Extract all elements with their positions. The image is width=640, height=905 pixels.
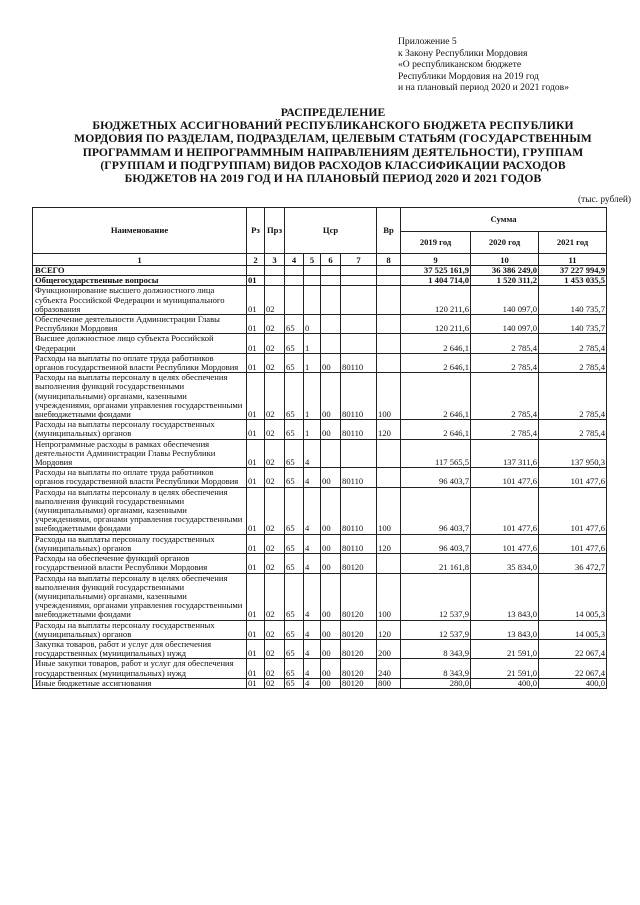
row-vr: [377, 353, 401, 372]
row-2020: 101 477,6: [471, 468, 539, 487]
row-2020: 140 097,0: [471, 286, 539, 315]
row-prz: 02: [265, 639, 285, 658]
row-2021: 140 735,7: [539, 286, 607, 315]
row-csr-2: 4: [304, 439, 321, 468]
row-name: Высшее должностное лицо субъекта Российской Федерации: [33, 334, 247, 353]
colnum-cell: 3: [265, 254, 285, 266]
row-2021: 36 472,7: [539, 554, 607, 573]
row-csr-1: 65: [285, 620, 304, 639]
table-row: [33, 659, 607, 678]
row-vr: 100: [377, 373, 401, 420]
row-rz: 01: [247, 639, 265, 658]
row-2021: 2 785,4: [539, 334, 607, 353]
row-csr-2: 4: [304, 468, 321, 487]
row-csr-4: 80120: [341, 639, 377, 658]
row-csr-3: [321, 315, 341, 334]
row-csr-2: 4: [304, 487, 321, 534]
row-vr: [377, 468, 401, 487]
row-name: Расходы на выплаты персоналу в целях обеспечения выполнения функций государственными (муниципальными) органами, казенными учреждениями, органами управления государственными внебюджетными фондами: [33, 573, 247, 620]
row-vr: 800: [377, 678, 401, 688]
row-csr-3: 00: [321, 639, 341, 658]
row-vr: 120: [377, 420, 401, 439]
row-2019: 8 343,9: [401, 659, 471, 678]
row-rz: 01: [247, 678, 265, 688]
row-2020: 101 477,6: [471, 534, 539, 553]
row-prz: 02: [265, 286, 285, 315]
row-name: Расходы на выплаты по оплате труда работников органов государственной власти Республики Мордовия: [33, 353, 247, 372]
header-csr: Цср: [285, 208, 377, 254]
row-csr-2: 1: [304, 334, 321, 353]
title-line: БЮДЖЕТОВ НА 2019 ГОД И НА ПЛАНОВЫЙ ПЕРИОД 2020 И 2021 ГОДОВ: [124, 172, 542, 186]
budget-table: [32, 207, 607, 689]
table-row: [33, 678, 607, 688]
row-csr-1: 65: [285, 554, 304, 573]
row-csr-3: 00: [321, 468, 341, 487]
row-name: Расходы на выплаты персоналу государственных (муниципальных) органов: [33, 534, 247, 553]
row-rz: 01: [247, 620, 265, 639]
table-row: [33, 468, 607, 487]
row-2019: 120 211,6: [401, 315, 471, 334]
row-csr-4: [341, 266, 377, 276]
row-csr-3: 00: [321, 678, 341, 688]
row-vr: [377, 554, 401, 573]
row-2021: 2 785,4: [539, 353, 607, 372]
row-prz: 02: [265, 573, 285, 620]
row-rz: 01: [247, 286, 265, 315]
colnum-cell: 10: [471, 254, 539, 266]
row-2020: 2 785,4: [471, 334, 539, 353]
row-csr-1: 65: [285, 439, 304, 468]
colnum-cell: 5: [304, 254, 321, 266]
row-csr-4: [341, 439, 377, 468]
row-name: Расходы на выплаты персоналу в целях обеспечения выполнения функций государственными (муниципальными) органами, казенными учреждениями, органами управления государственными внебюджетными фондами: [33, 487, 247, 534]
row-prz: 02: [265, 620, 285, 639]
row-vr: 200: [377, 639, 401, 658]
header-vr: Вр: [377, 208, 401, 254]
table-row: [33, 334, 607, 353]
row-csr-4: 80120: [341, 659, 377, 678]
row-vr: 100: [377, 487, 401, 534]
row-2021: 22 067,4: [539, 659, 607, 678]
row-csr-2: 4: [304, 639, 321, 658]
row-2020: 2 785,4: [471, 420, 539, 439]
row-2021: 14 005,3: [539, 573, 607, 620]
colnum-cell: 2: [247, 254, 265, 266]
row-rz: 01: [247, 659, 265, 678]
row-2020: 35 834,0: [471, 554, 539, 573]
row-2019: 37 525 161,9: [401, 266, 471, 276]
row-2019: 280,0: [401, 678, 471, 688]
row-rz: 01: [247, 439, 265, 468]
row-prz: 02: [265, 439, 285, 468]
row-rz: 01: [247, 315, 265, 334]
header-2020: 2020 год: [471, 232, 539, 254]
row-vr: 100: [377, 573, 401, 620]
row-2020: 1 520 311,2: [471, 276, 539, 286]
row-2019: 117 565,5: [401, 439, 471, 468]
document-title: [30, 106, 636, 185]
row-name: Общегосударственные вопросы: [33, 276, 247, 286]
row-prz: 02: [265, 373, 285, 420]
colnum-cell: 1: [33, 254, 247, 266]
row-rz: 01: [247, 573, 265, 620]
colnum-cell: 6: [321, 254, 341, 266]
row-2019: 96 403,7: [401, 487, 471, 534]
row-csr-1: 65: [285, 659, 304, 678]
row-name: ВСЕГО: [33, 266, 247, 276]
row-prz: 02: [265, 659, 285, 678]
row-rz: 01: [247, 334, 265, 353]
row-csr-3: 00: [321, 353, 341, 372]
row-csr-2: 1: [304, 420, 321, 439]
row-rz: 01: [247, 276, 265, 286]
row-2019: 2 646,1: [401, 420, 471, 439]
table-row: [33, 373, 607, 420]
row-csr-1: 65: [285, 534, 304, 553]
row-csr-4: 80110: [341, 534, 377, 553]
row-prz: 02: [265, 678, 285, 688]
row-2021: 37 227 994,9: [539, 266, 607, 276]
row-2020: 21 591,0: [471, 639, 539, 658]
row-csr-4: [341, 315, 377, 334]
row-vr: [377, 266, 401, 276]
row-csr-2: [304, 266, 321, 276]
row-2021: 140 735,7: [539, 315, 607, 334]
row-prz: 02: [265, 487, 285, 534]
column-numbers-row: [33, 254, 607, 266]
row-2020: 2 785,4: [471, 373, 539, 420]
row-2019: 2 646,1: [401, 373, 471, 420]
row-2019: 96 403,7: [401, 534, 471, 553]
row-2020: 137 311,6: [471, 439, 539, 468]
row-2019: 96 403,7: [401, 468, 471, 487]
table-row: [33, 266, 607, 276]
row-csr-1: [285, 266, 304, 276]
appendix-line: и на плановый период 2020 и 2021 годов»: [398, 82, 569, 94]
row-name: Расходы на выплаты персоналу в целях обеспечения выполнения функций государственными (муниципальными) органами, казенными учреждениями, органами управления государственными внебюджетными фондами: [33, 373, 247, 420]
row-2020: 13 843,0: [471, 620, 539, 639]
row-vr: 120: [377, 534, 401, 553]
colnum-cell: 11: [539, 254, 607, 266]
row-csr-3: [321, 334, 341, 353]
table-row: [33, 487, 607, 534]
row-2019: 120 211,6: [401, 286, 471, 315]
row-csr-4: 80110: [341, 468, 377, 487]
row-2019: 2 646,1: [401, 353, 471, 372]
row-2019: 2 646,1: [401, 334, 471, 353]
row-2021: 400,0: [539, 678, 607, 688]
row-rz: 01: [247, 534, 265, 553]
row-csr-3: 00: [321, 573, 341, 620]
row-csr-3: 00: [321, 487, 341, 534]
row-csr-1: 65: [285, 334, 304, 353]
appendix-note: [398, 36, 634, 94]
row-2019: 8 343,9: [401, 639, 471, 658]
row-2021: 101 477,6: [539, 487, 607, 534]
row-csr-4: [341, 276, 377, 286]
row-csr-1: 65: [285, 420, 304, 439]
row-csr-2: [304, 276, 321, 286]
table-row: [33, 315, 607, 334]
row-prz: 02: [265, 468, 285, 487]
row-csr-4: 80110: [341, 420, 377, 439]
appendix-line: к Закону Республики Мордовия: [398, 47, 528, 59]
row-2020: 140 097,0: [471, 315, 539, 334]
row-csr-3: [321, 286, 341, 315]
title-line: БЮДЖЕТНЫХ АССИГНОВАНИЙ РЕСПУБЛИКАНСКОГО БЮДЖЕТА РЕСПУБЛИКИ: [92, 119, 574, 133]
row-rz: 01: [247, 420, 265, 439]
row-vr: 120: [377, 620, 401, 639]
row-2019: 12 537,9: [401, 573, 471, 620]
row-vr: [377, 286, 401, 315]
colnum-cell: 4: [285, 254, 304, 266]
table-row: [33, 286, 607, 315]
header-prz: Прз: [265, 208, 285, 254]
table-row: [33, 639, 607, 658]
row-csr-1: 65: [285, 573, 304, 620]
row-csr-1: [285, 276, 304, 286]
header-rz: Рз: [247, 208, 265, 254]
appendix-line: «О республиканском бюджете: [398, 59, 522, 71]
table-row: [33, 620, 607, 639]
row-prz: 02: [265, 554, 285, 573]
appendix-line: Приложение 5: [398, 36, 457, 47]
row-name: Расходы на обеспечение функций органов государственной власти Республики Мордовия: [33, 554, 247, 573]
row-2019: 1 404 714,0: [401, 276, 471, 286]
row-csr-2: 4: [304, 573, 321, 620]
row-csr-2: 4: [304, 659, 321, 678]
row-2021: 101 477,6: [539, 534, 607, 553]
row-csr-3: 00: [321, 420, 341, 439]
row-name: Расходы на выплаты персоналу государственных (муниципальных) органов: [33, 420, 247, 439]
row-name: Обеспечение деятельности Администрации Главы Республики Мордовия: [33, 315, 247, 334]
row-2020: 400,0: [471, 678, 539, 688]
row-csr-4: 80120: [341, 554, 377, 573]
row-2020: 2 785,4: [471, 353, 539, 372]
title-line: РАСПРЕДЕЛЕНИЕ: [280, 106, 386, 119]
row-rz: 01: [247, 353, 265, 372]
row-csr-4: 80120: [341, 620, 377, 639]
row-rz: 01: [247, 487, 265, 534]
row-csr-2: 1: [304, 353, 321, 372]
row-csr-3: [321, 439, 341, 468]
row-rz: [247, 266, 265, 276]
row-csr-2: [304, 286, 321, 315]
row-name: Закупка товаров, работ и услуг для обеспечения государственных (муниципальных) нужд: [33, 639, 247, 658]
units-label: (тыс. рублей): [577, 195, 631, 205]
row-2020: 21 591,0: [471, 659, 539, 678]
row-csr-1: 65: [285, 353, 304, 372]
row-csr-2: 4: [304, 678, 321, 688]
row-prz: 02: [265, 334, 285, 353]
row-csr-1: 65: [285, 639, 304, 658]
row-csr-3: 00: [321, 554, 341, 573]
row-csr-1: 65: [285, 373, 304, 420]
row-csr-2: 1: [304, 373, 321, 420]
table-row: [33, 554, 607, 573]
row-name: Иные закупки товаров, работ и услуг для обеспечения государственных (муниципальных) нужд: [33, 659, 247, 678]
row-csr-4: 80120: [341, 573, 377, 620]
title-line: ПРОГРАММАМ И НЕПРОГРАММНЫМ НАПРАВЛЕНИЯМ ДЕЯТЕЛЬНОСТИ), ГРУППАМ: [82, 145, 584, 159]
header-2019: 2019 год: [401, 232, 471, 254]
row-csr-2: 4: [304, 620, 321, 639]
row-2020: 13 843,0: [471, 573, 539, 620]
row-vr: [377, 276, 401, 286]
table-row: [33, 573, 607, 620]
row-csr-3: 00: [321, 534, 341, 553]
row-name: Функционирование высшего должностного лица субъекта Российской Федерации и муниципального образования: [33, 286, 247, 315]
row-name: Иные бюджетные ассигнования: [33, 678, 247, 688]
title-line: (ГРУППАМ И ПОДГРУППАМ) ВИДОВ РАСХОДОВ КЛАССИФИКАЦИИ РАСХОДОВ: [100, 158, 566, 172]
row-csr-2: 4: [304, 554, 321, 573]
row-prz: 02: [265, 420, 285, 439]
row-prz: 02: [265, 315, 285, 334]
row-csr-1: 65: [285, 678, 304, 688]
row-csr-3: 00: [321, 373, 341, 420]
row-csr-4: 80120: [341, 678, 377, 688]
row-prz: 02: [265, 353, 285, 372]
row-csr-1: 65: [285, 487, 304, 534]
row-rz: 01: [247, 468, 265, 487]
row-2021: 2 785,4: [539, 420, 607, 439]
row-csr-1: [285, 286, 304, 315]
row-csr-4: 80110: [341, 373, 377, 420]
row-csr-3: 00: [321, 620, 341, 639]
row-2019: 12 537,9: [401, 620, 471, 639]
colnum-cell: 7: [341, 254, 377, 266]
row-prz: [265, 266, 285, 276]
row-name: Расходы на выплаты по оплате труда работников органов государственной власти Республики Мордовия: [33, 468, 247, 487]
row-2021: 1 453 035,5: [539, 276, 607, 286]
appendix-line: Республики Мордовия на 2019 год: [398, 70, 539, 82]
table-row: [33, 276, 607, 286]
row-vr: [377, 439, 401, 468]
row-csr-1: 65: [285, 315, 304, 334]
table-row: [33, 420, 607, 439]
header-sum: Сумма: [401, 208, 607, 232]
row-csr-3: [321, 266, 341, 276]
row-csr-2: 0: [304, 315, 321, 334]
table-row: [33, 534, 607, 553]
row-csr-3: 00: [321, 659, 341, 678]
row-2021: 2 785,4: [539, 373, 607, 420]
row-2020: 36 386 249,0: [471, 266, 539, 276]
row-csr-4: 80110: [341, 353, 377, 372]
colnum-cell: 8: [377, 254, 401, 266]
row-2021: 137 950,3: [539, 439, 607, 468]
row-vr: [377, 334, 401, 353]
row-prz: 02: [265, 534, 285, 553]
header-2021: 2021 год: [539, 232, 607, 254]
row-csr-3: [321, 276, 341, 286]
row-csr-1: 65: [285, 468, 304, 487]
row-2021: 101 477,6: [539, 468, 607, 487]
row-prz: [265, 276, 285, 286]
row-2021: 14 005,3: [539, 620, 607, 639]
row-csr-4: [341, 334, 377, 353]
row-csr-4: 80110: [341, 487, 377, 534]
row-2019: 21 161,8: [401, 554, 471, 573]
colnum-cell: 9: [401, 254, 471, 266]
header-name: Наименование: [33, 208, 247, 254]
table-row: [33, 439, 607, 468]
row-vr: 240: [377, 659, 401, 678]
row-2021: 22 067,4: [539, 639, 607, 658]
title-line: МОРДОВИЯ ПО РАЗДЕЛАМ, ПОДРАЗДЕЛАМ, ЦЕЛЕВЫМ СТАТЬЯМ (ГОСУДАРСТВЕННЫМ: [74, 132, 592, 146]
row-vr: [377, 315, 401, 334]
row-csr-2: 4: [304, 534, 321, 553]
table-row: [33, 353, 607, 372]
row-2020: 101 477,6: [471, 487, 539, 534]
row-name: Расходы на выплаты персоналу государственных (муниципальных) органов: [33, 620, 247, 639]
row-rz: 01: [247, 554, 265, 573]
row-name: Непрограммные расходы в рамках обеспечения деятельности Администрации Главы Республики Мордовия: [33, 439, 247, 468]
row-rz: 01: [247, 373, 265, 420]
row-csr-4: [341, 286, 377, 315]
